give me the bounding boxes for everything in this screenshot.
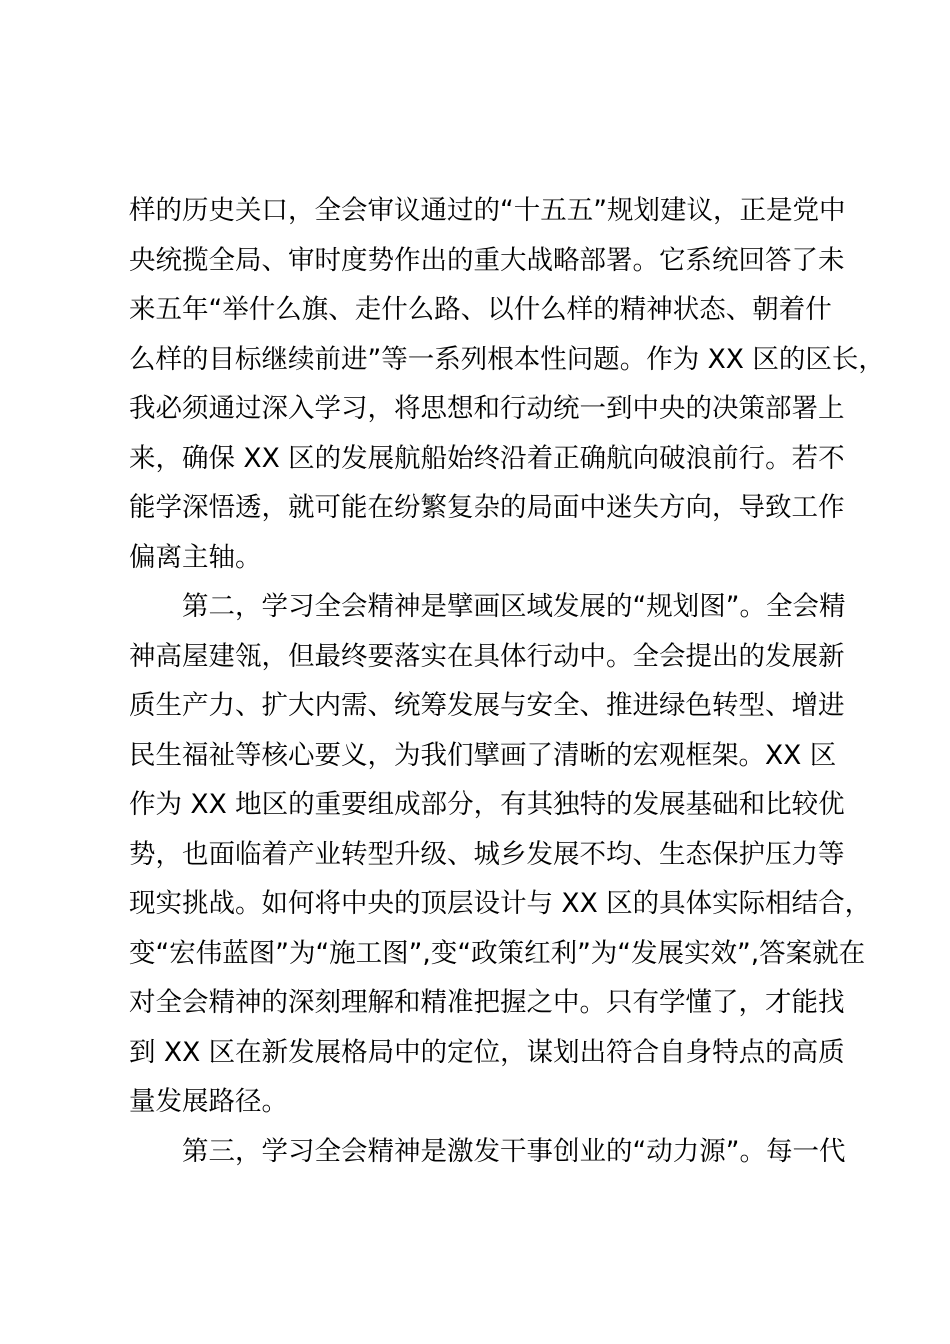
- text-line: 来五年“举什么旗、走什么路、以什么样的精神状态、朝着什: [129, 294, 832, 325]
- text-line: 现实挑战。如何将中央的顶层设计与 XX 区的具体实际相结合，: [129, 888, 872, 919]
- text-line: 么样的目标继续前进”等一系列根本性问题。作为 XX 区的区长，: [129, 343, 885, 375]
- text-line: 来，确保 XX 区的发展航船始终沿着正确航向破浪前行。若不: [129, 442, 845, 474]
- text-line: 对全会精神的深刻理解和精准把握之中。只有学懂了，才能找: [129, 987, 845, 1018]
- text-line: 神高屋建瓴，但最终要落实在具体行动中。全会提出的发展新: [129, 640, 845, 672]
- text-line: 势，也面临着产业转型升级、城乡发展不均、生态保护压力等: [129, 838, 845, 870]
- body-text: [129, 186, 885, 1176]
- text-line: 到 XX 区在新发展格局中的定位，谋划出符合自身特点的高质: [129, 1036, 845, 1068]
- text-line: 偏离主轴。: [129, 541, 262, 573]
- text-line: 能学深悟透，就可能在纷繁复杂的局面中迷失方向，导致工作: [129, 492, 845, 523]
- text-line: 质生产力、扩大内需、统筹发展与安全、推进绿色转型、增进: [129, 690, 845, 721]
- text-line: 变“宏伟蓝图”为“施工图”,变“政策红利”为“发展实效”,答案就在: [129, 937, 866, 969]
- text-line: 央统揽全局、审时度势作出的重大战略部署。它系统回答了未: [129, 244, 845, 276]
- text-line: 量发展路径。: [129, 1086, 288, 1117]
- paragraph-start-line: 第三，学习全会精神是激发干事创业的“动力源”。每一代: [182, 1135, 846, 1167]
- text-line: 我必须通过深入学习，将思想和行动统一到中央的决策部署上: [129, 393, 845, 424]
- text-line: 样的历史关口，全会审议通过的“十五五”规划建议，正是党中: [129, 195, 846, 226]
- text-line: 民生福祉等核心要义，为我们擘画了清晰的宏观框架。XX 区: [129, 739, 837, 771]
- text-line: 作为 XX 地区的重要组成部分，有其独特的发展基础和比较优: [129, 789, 845, 820]
- paragraph-start-line: 第二，学习全会精神是擘画区域发展的“规划图”。全会精: [182, 591, 846, 622]
